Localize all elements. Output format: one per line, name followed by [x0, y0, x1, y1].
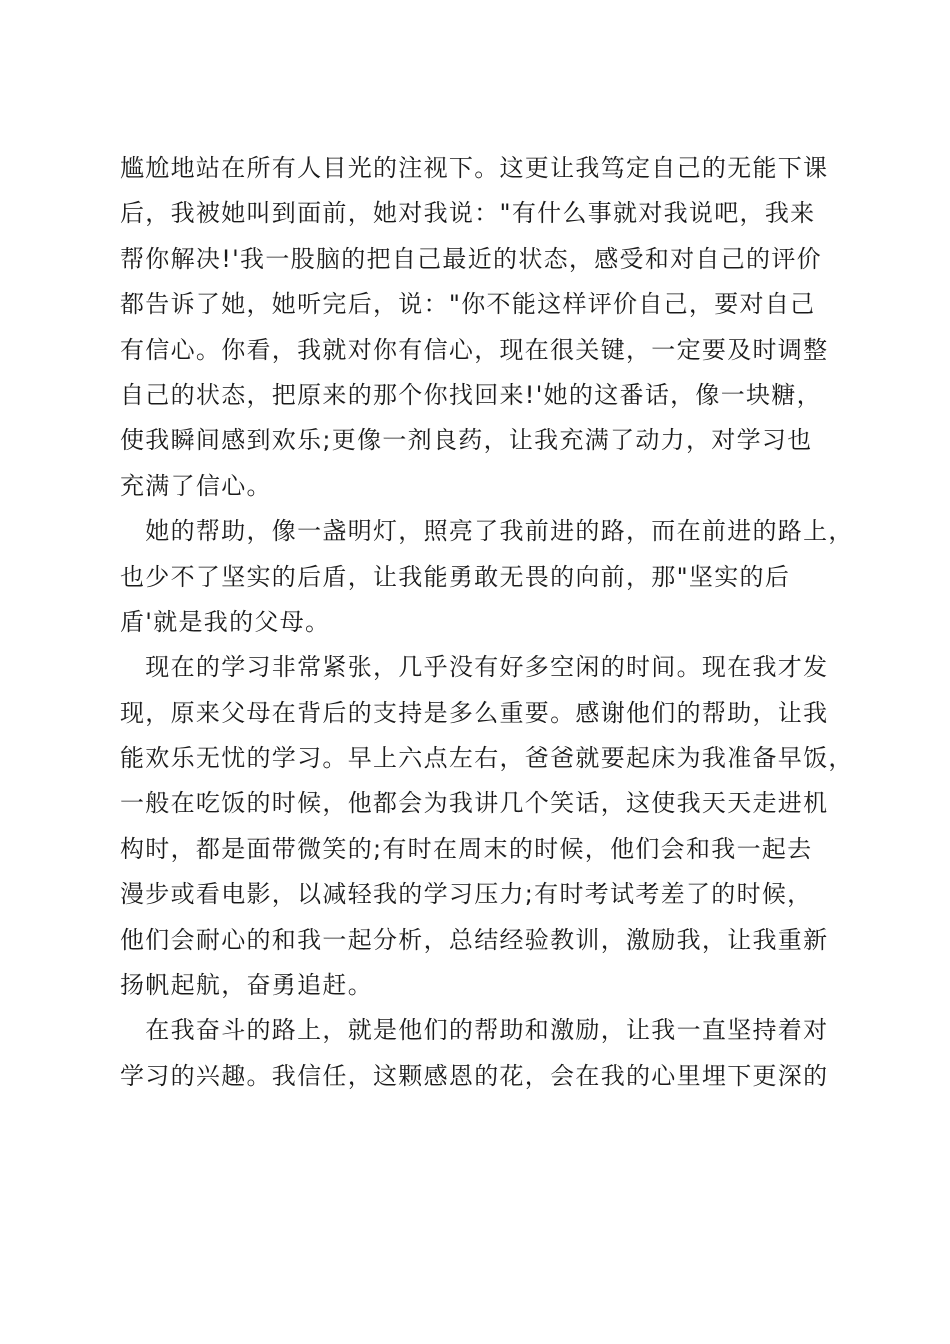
text-line: 一般在吃饭的时候，他都会为我讲几个笑话，这使我天天走进机 [120, 789, 829, 818]
text-line: 现在的学习非常紧张，几乎没有好多空闲的时间。现在我才发 [120, 653, 829, 682]
text-line: 现，原来父母在背后的支持是多么重要。感谢他们的帮助，让我 [120, 698, 829, 727]
text-line: 她的帮助，像一盏明灯，照亮了我前进的路，而在前进的路上， [120, 517, 854, 546]
text-line: 在我奋斗的路上，就是他们的帮助和激励，让我一直坚持着对 [120, 1016, 829, 1045]
text-line: 帮你解决!'我一股脑的把自己最近的状态，感受和对自己的评价 [120, 244, 822, 273]
text-line: 构时，都是面带微笑的;有时在周末的时候，他们会和我一起去 [120, 834, 813, 863]
text-line: 自己的状态，把原来的那个你找回来!'她的这番话，像一块糖， [120, 380, 822, 409]
text-line: 充满了信心。 [120, 471, 272, 500]
text-line: 他们会耐心的和我一起分析，总结经验教训，激励我，让我重新 [120, 925, 829, 954]
text-line: 都告诉了她，她听完后，说："你不能这样评价自己，要对自己 [120, 290, 816, 319]
text-line: 也少不了坚实的后盾，让我能勇敢无畏的向前，那"坚实的后 [120, 562, 791, 591]
text-line: 尴尬地站在所有人目光的注视下。这更让我笃定自己的无能下课 [120, 154, 829, 182]
body-text [120, 146, 854, 1099]
text-line: 有信心。你看，我就对你有信心，现在很关键，一定要及时调整 [120, 335, 829, 364]
text-line: 后，我被她叫到面前，她对我说："有什么事就对我说吧，我来 [120, 199, 816, 228]
text-line: 能欢乐无忧的学习。早上六点左右，爸爸就要起床为我准备早饭， [120, 744, 854, 773]
text-line: 漫步或看电影，以减轻我的学习压力;有时考试考差了的时候， [120, 880, 813, 909]
text-line: 学习的兴趣。我信任，这颗感恩的花，会在我的心里埋下更深的 [120, 1061, 829, 1090]
text-line: 盾'就是我的父母。 [120, 607, 331, 636]
text-line: 扬帆起航，奋勇追赶。 [120, 971, 373, 1000]
text-line: 使我瞬间感到欢乐;更像一剂良药，让我充满了动力，对学习也 [120, 426, 813, 455]
